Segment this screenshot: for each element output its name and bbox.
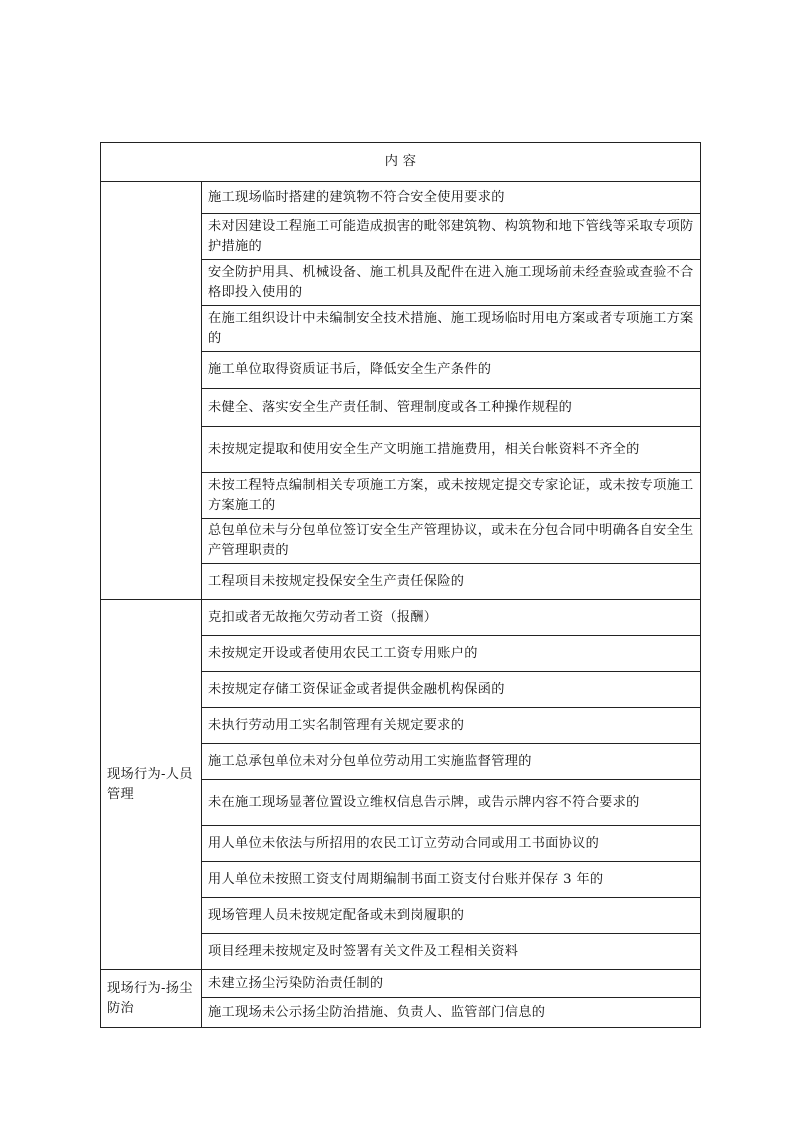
item-cell: 用人单位未按照工资支付周期编制书面工资支付台账并保存 3 年的 <box>202 862 701 898</box>
item-cell: 用人单位未依法与所招用的农民工订立劳动合同或用工书面协议的 <box>202 826 701 862</box>
item-cell: 未健全、落实安全生产责任制、管理制度或各工种操作规程的 <box>202 389 701 427</box>
item-cell: 工程项目未按规定投保安全生产责任保险的 <box>202 564 701 600</box>
item-cell: 未按工程特点编制相关专项施工方案，或未按规定提交专家论证，或未按专项施工方案施工的 <box>202 473 701 519</box>
item-cell: 未按规定提取和使用安全生产文明施工措施费用，相关台帐资料不齐全的 <box>202 427 701 473</box>
table-header-title: 内 容 <box>101 143 701 182</box>
table-row <box>101 182 701 214</box>
content-table <box>100 142 701 1028</box>
item-cell: 施工总承包单位未对分包单位劳动用工实施监督管理的 <box>202 744 701 780</box>
item-cell: 克扣或者无故拖欠劳动者工资（报酬） <box>202 600 701 636</box>
item-cell: 未在施工现场显著位置设立维权信息告示牌，或告示牌内容不符合要求的 <box>202 780 701 826</box>
category-cell: 现场行为-扬尘防治 <box>101 970 202 1028</box>
item-cell: 安全防护用具、机械设备、施工机具及配件在进入施工现场前未经查验或查验不合格即投入使用的 <box>202 260 701 306</box>
item-cell: 施工现场未公示扬尘防治措施、负责人、监管部门信息的 <box>202 998 701 1028</box>
item-cell: 未对因建设工程施工可能造成损害的毗邻建筑物、构筑物和地下管线等采取专项防护措施的 <box>202 214 701 260</box>
category-cell: 现场行为-人员管理 <box>101 600 202 970</box>
item-cell: 在施工组织设计中未编制安全技术措施、施工现场临时用电方案或者专项施工方案的 <box>202 306 701 352</box>
item-cell: 未建立扬尘污染防治责任制的 <box>202 970 701 998</box>
item-cell: 未按规定开设或者使用农民工工资专用账户的 <box>202 636 701 672</box>
item-cell: 项目经理未按规定及时签署有关文件及工程相关资料 <box>202 934 701 970</box>
item-cell: 施工现场临时搭建的建筑物不符合安全使用要求的 <box>202 182 701 214</box>
item-cell: 总包单位未与分包单位签订安全生产管理协议，或未在分包合同中明确各自安全生产管理职责的 <box>202 519 701 564</box>
item-cell: 施工单位取得资质证书后，降低安全生产条件的 <box>202 352 701 389</box>
table-row <box>101 970 701 998</box>
table-row <box>101 600 701 636</box>
category-cell <box>101 182 202 600</box>
item-cell: 未按规定存储工资保证金或者提供金融机构保函的 <box>202 672 701 708</box>
table-header-row <box>101 143 701 182</box>
item-cell: 现场管理人员未按规定配备或未到岗履职的 <box>202 898 701 934</box>
item-cell: 未执行劳动用工实名制管理有关规定要求的 <box>202 708 701 744</box>
